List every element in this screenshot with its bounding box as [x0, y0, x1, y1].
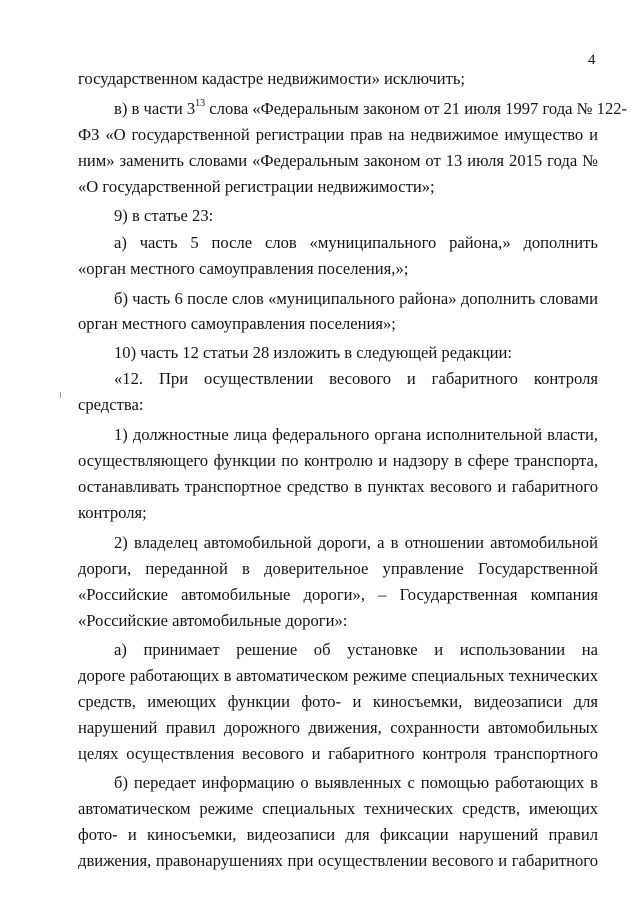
- text-line-19: дороги, переданной в доверительное управление Государственной: [78, 559, 598, 578]
- text-line-17: контроля;: [78, 503, 147, 522]
- text-line-15: осуществляющего функции по контролю и надзору в сфере транспорта,: [78, 451, 598, 470]
- text-line-21: «Российские автомобильные дороги»:: [78, 611, 348, 630]
- text-line-29: фото- и киносъемки, видеозаписи для фиксации нарушений правил: [78, 825, 598, 844]
- text-line-1: государственном кадастре недвижимости» исключить;: [78, 69, 466, 88]
- text-line-23: дороге работающих в автоматическом режиме специальных технических: [78, 666, 598, 685]
- text-fragment: в) в части 3: [114, 99, 196, 118]
- text-line-18: 2) владелец автомобильной дороги, а в отношении автомобильной: [114, 533, 598, 552]
- text-line-5: «О государственной регистрации недвижимости»;: [78, 177, 435, 196]
- text-line-16: останавливать транспортное средство в пунктах весового и габаритного: [78, 477, 598, 496]
- text-line-9: б) часть 6 после слов «муниципального района» дополнить словами: [114, 289, 598, 308]
- text-line-6: 9) в статье 23:: [114, 206, 214, 225]
- text-line-13: средства:: [78, 395, 144, 414]
- text-line-22: а) принимает решение об установке и использовании на: [114, 640, 598, 659]
- superscript: 13: [195, 98, 206, 110]
- text-line-28: автоматическом режиме специальных технических средств, имеющих: [78, 799, 598, 818]
- text-line-27: б) передает информацию о выявленных с помощью работающих в: [114, 773, 598, 792]
- text-line-3: ФЗ «О государственной регистрации прав на недвижимое имущество и: [78, 125, 598, 144]
- text-line-10: орган местного самоуправления поселения»;: [78, 314, 396, 333]
- text-line-25: нарушений правил дорожного движения, сохранности автомобильных: [78, 718, 598, 737]
- page-number: 4: [588, 52, 596, 68]
- text-line-30: движения, правонарушениях при осуществлении весового и габаритного: [78, 851, 598, 870]
- text-line-24: средств, имеющих функции фото- и киносъемки, видеозаписи для: [78, 692, 598, 711]
- text-fragment: слова «Федеральным законом от 21 июля 1997 года № 122-: [205, 99, 628, 118]
- text-line-20: «Российские автомобильные дороги», – Государственная компания: [78, 585, 598, 604]
- text-line-11: 10) часть 12 статьи 28 изложить в следующей редакции:: [114, 343, 512, 362]
- text-line-4: ним» заменить словами «Федеральным законом от 13 июля 2015 года №: [78, 151, 598, 170]
- text-line-14: 1) должностные лица федерального органа исполнительной власти,: [114, 425, 598, 444]
- text-line-2: [114, 98, 627, 120]
- text-line-26: целях осуществления весового и габаритного контроля транспортного: [78, 744, 598, 763]
- text-line-12: «12. При осуществлении весового и габаритного контроля: [114, 369, 598, 388]
- text-line-7: а) часть 5 после слов «муниципального района,» дополнить: [114, 233, 598, 252]
- margin-mark: [60, 392, 61, 398]
- text-line-8: «орган местного самоуправления поселения,»;: [78, 259, 409, 278]
